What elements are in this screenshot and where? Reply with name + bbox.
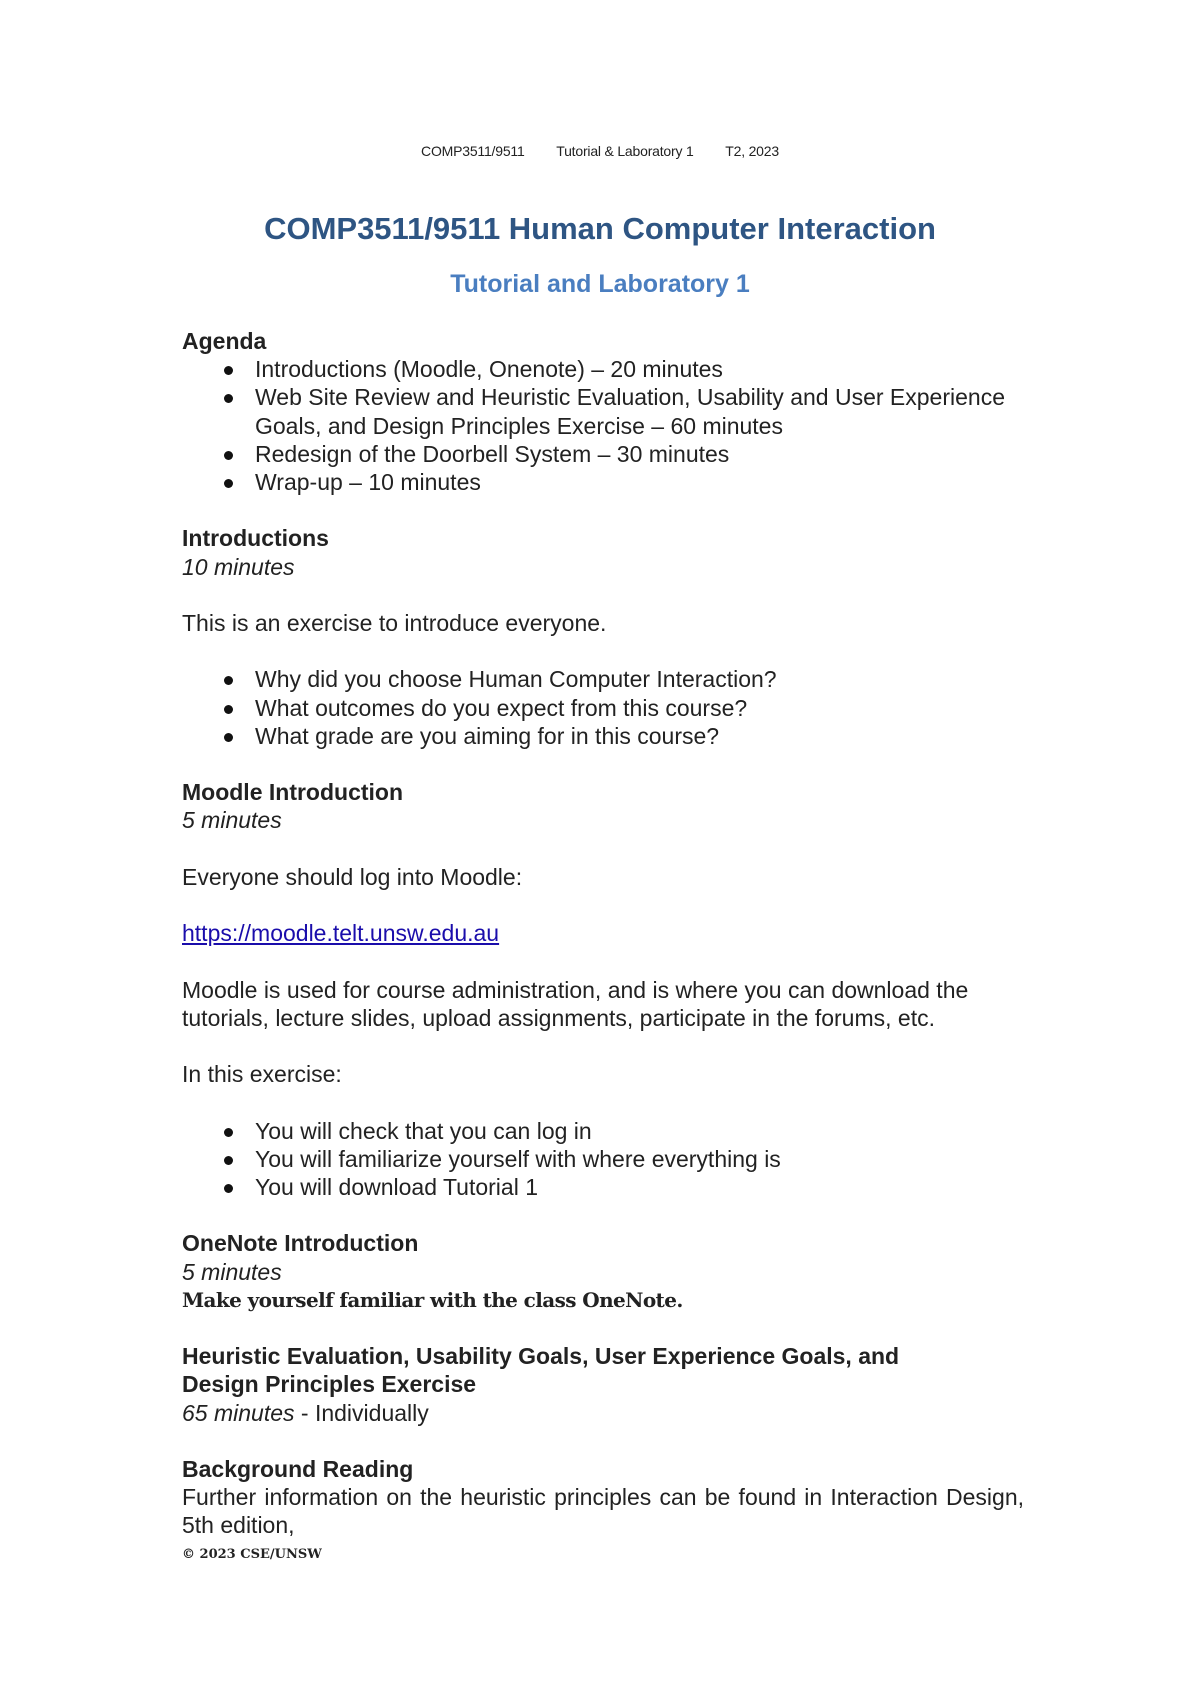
list-item: Wrap-up – 10 minutes	[182, 468, 1024, 496]
moodle-link[interactable]: https://moodle.telt.unsw.edu.au	[182, 920, 500, 947]
onenote-text: Make yourself familiar with the class OneNote.	[182, 1287, 683, 1312]
moodle-list	[182, 1117, 1024, 1202]
moodle-description: Moodle is used for course administration, and is where you can download the tutorials, lecture slides, upload assignments, participate in the forums, etc.	[182, 976, 969, 1031]
onenote-duration: 5 minutes	[182, 1258, 282, 1285]
document-title: COMP3511/9511 Human Computer Interaction	[264, 211, 936, 246]
agenda-heading: Agenda	[182, 328, 267, 354]
onenote-heading: OneNote Introduction	[182, 1230, 419, 1257]
heuristic-duration-line	[182, 1399, 1024, 1427]
header-session: Tutorial & Laboratory 1	[556, 143, 694, 159]
moodle-heading: Moodle Introduction	[182, 779, 404, 806]
background-text: Further information on the heuristic principles can be found in Interaction Design, 5th edition,	[182, 1484, 1024, 1539]
list-item: You will check that you can log in	[182, 1117, 1024, 1145]
list-item: You will download Tutorial 1	[182, 1173, 1024, 1201]
agenda-list	[182, 355, 1024, 496]
header-term: T2, 2023	[725, 143, 779, 159]
document-body	[182, 327, 1024, 1540]
list-item: Why did you choose Human Computer Interaction?	[182, 665, 1024, 693]
running-header	[0, 143, 1200, 159]
list-item: What grade are you aiming for in this course?	[182, 722, 1024, 750]
heuristic-heading: Heuristic Evaluation, Usability Goals, User Experience Goals, and Design Principles Exercise	[182, 1343, 900, 1398]
moodle-exercise-intro: In this exercise:	[182, 1061, 342, 1088]
background-heading: Background Reading	[182, 1455, 414, 1482]
list-item: Introductions (Moodle, Onenote) – 20 minutes	[182, 355, 1024, 383]
list-item: Web Site Review and Heuristic Evaluation, Usability and User Experience Goals, and Design Principles Exercise – 60 minutes	[182, 383, 1024, 439]
introductions-list	[182, 665, 1024, 750]
introductions-heading: Introductions	[182, 525, 329, 552]
moodle-login-text: Everyone should log into Moodle:	[182, 863, 523, 890]
document-subtitle: Tutorial and Laboratory 1	[450, 270, 750, 298]
heuristic-duration: 65 minutes	[182, 1399, 295, 1426]
list-item: You will familiarize yourself with where everything is	[182, 1145, 1024, 1173]
introductions-duration: 10 minutes	[182, 553, 295, 580]
introductions-text: This is an exercise to introduce everyone.	[182, 610, 607, 636]
header-course: COMP3511/9511	[421, 143, 525, 159]
copyright-footer: © 2023 CSE/UNSW	[182, 1547, 322, 1562]
moodle-duration: 5 minutes	[182, 807, 282, 834]
list-item: Redesign of the Doorbell System – 30 minutes	[182, 440, 1024, 468]
list-item: What outcomes do you expect from this course?	[182, 694, 1024, 722]
heuristic-mode: - Individually	[294, 1399, 429, 1426]
